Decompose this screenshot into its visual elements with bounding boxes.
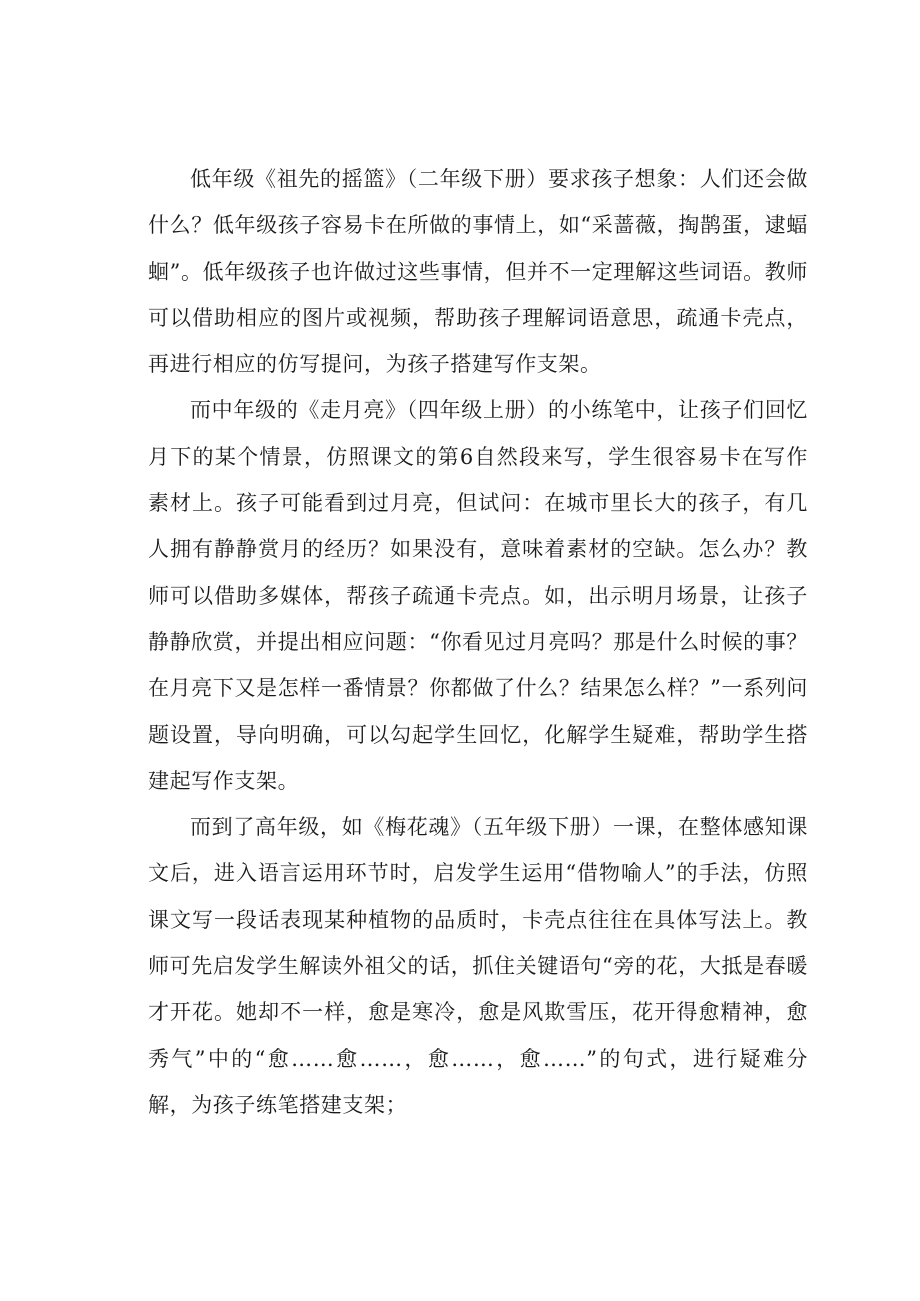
document-body <box>148 156 808 1128</box>
paragraph-upper-grade: 而到了高年级，如《梅花魂》（五年级下册）一课，在整体感知课文后，进入语言运用环节时，启发学生运用“借物喻人”的手法，仿照课文写一段话表现某种植物的品质时，卡壳点往往在具体写法上。教师可先启发学生解读外祖父的话，抓住关键语句“旁的花，大抵是春暖才开花。她却不一样，愈是寒冷，愈是风欺雪压，花开得愈精神，愈秀气”中的“愈……愈……，愈……，愈……”的句式，进行疑难分解，为孩子练笔搭建支架； <box>148 815 808 1117</box>
paragraph-lower-grade: 低年级《祖先的摇篮》（二年级下册）要求孩子想象：人们还会做什么？低年级孩子容易卡在所做的事情上，如“采蔷薇，掏鹊蛋，逮蝠蛔”。低年级孩子也许做过这些事情，但并不一定理解这些词语。教师可以借助相应的图片或视频，帮助孩子理解词语意思，疏通卡壳点，再进行相应的仿写提问，为孩子搭建写作支架。 <box>148 167 808 377</box>
paragraph-middle-grade: 而中年级的《走月亮》（四年级上册）的小练笔中，让孩子们回忆月下的某个情景，仿照课文的第6自然段来写，学生很容易卡在写作素材上。孩子可能看到过月亮，但试问：在城市里长大的孩子，有几人拥有静静赏月的经历？如果没有，意味着素材的空缺。怎么办？教师可以借助多媒体，帮孩子疏通卡壳点。如，出示明月场景，让孩子静静欣赏，并提出相应问题：“你看见过月亮吗？那是什么时候的事？在月亮下又是怎样一番情景？你都做了什么？结果怎么样？”一系列问题设置，导向明确，可以勾起学生回忆，化解学生疑难，帮助学生搭建起写作支架。 <box>148 398 808 793</box>
